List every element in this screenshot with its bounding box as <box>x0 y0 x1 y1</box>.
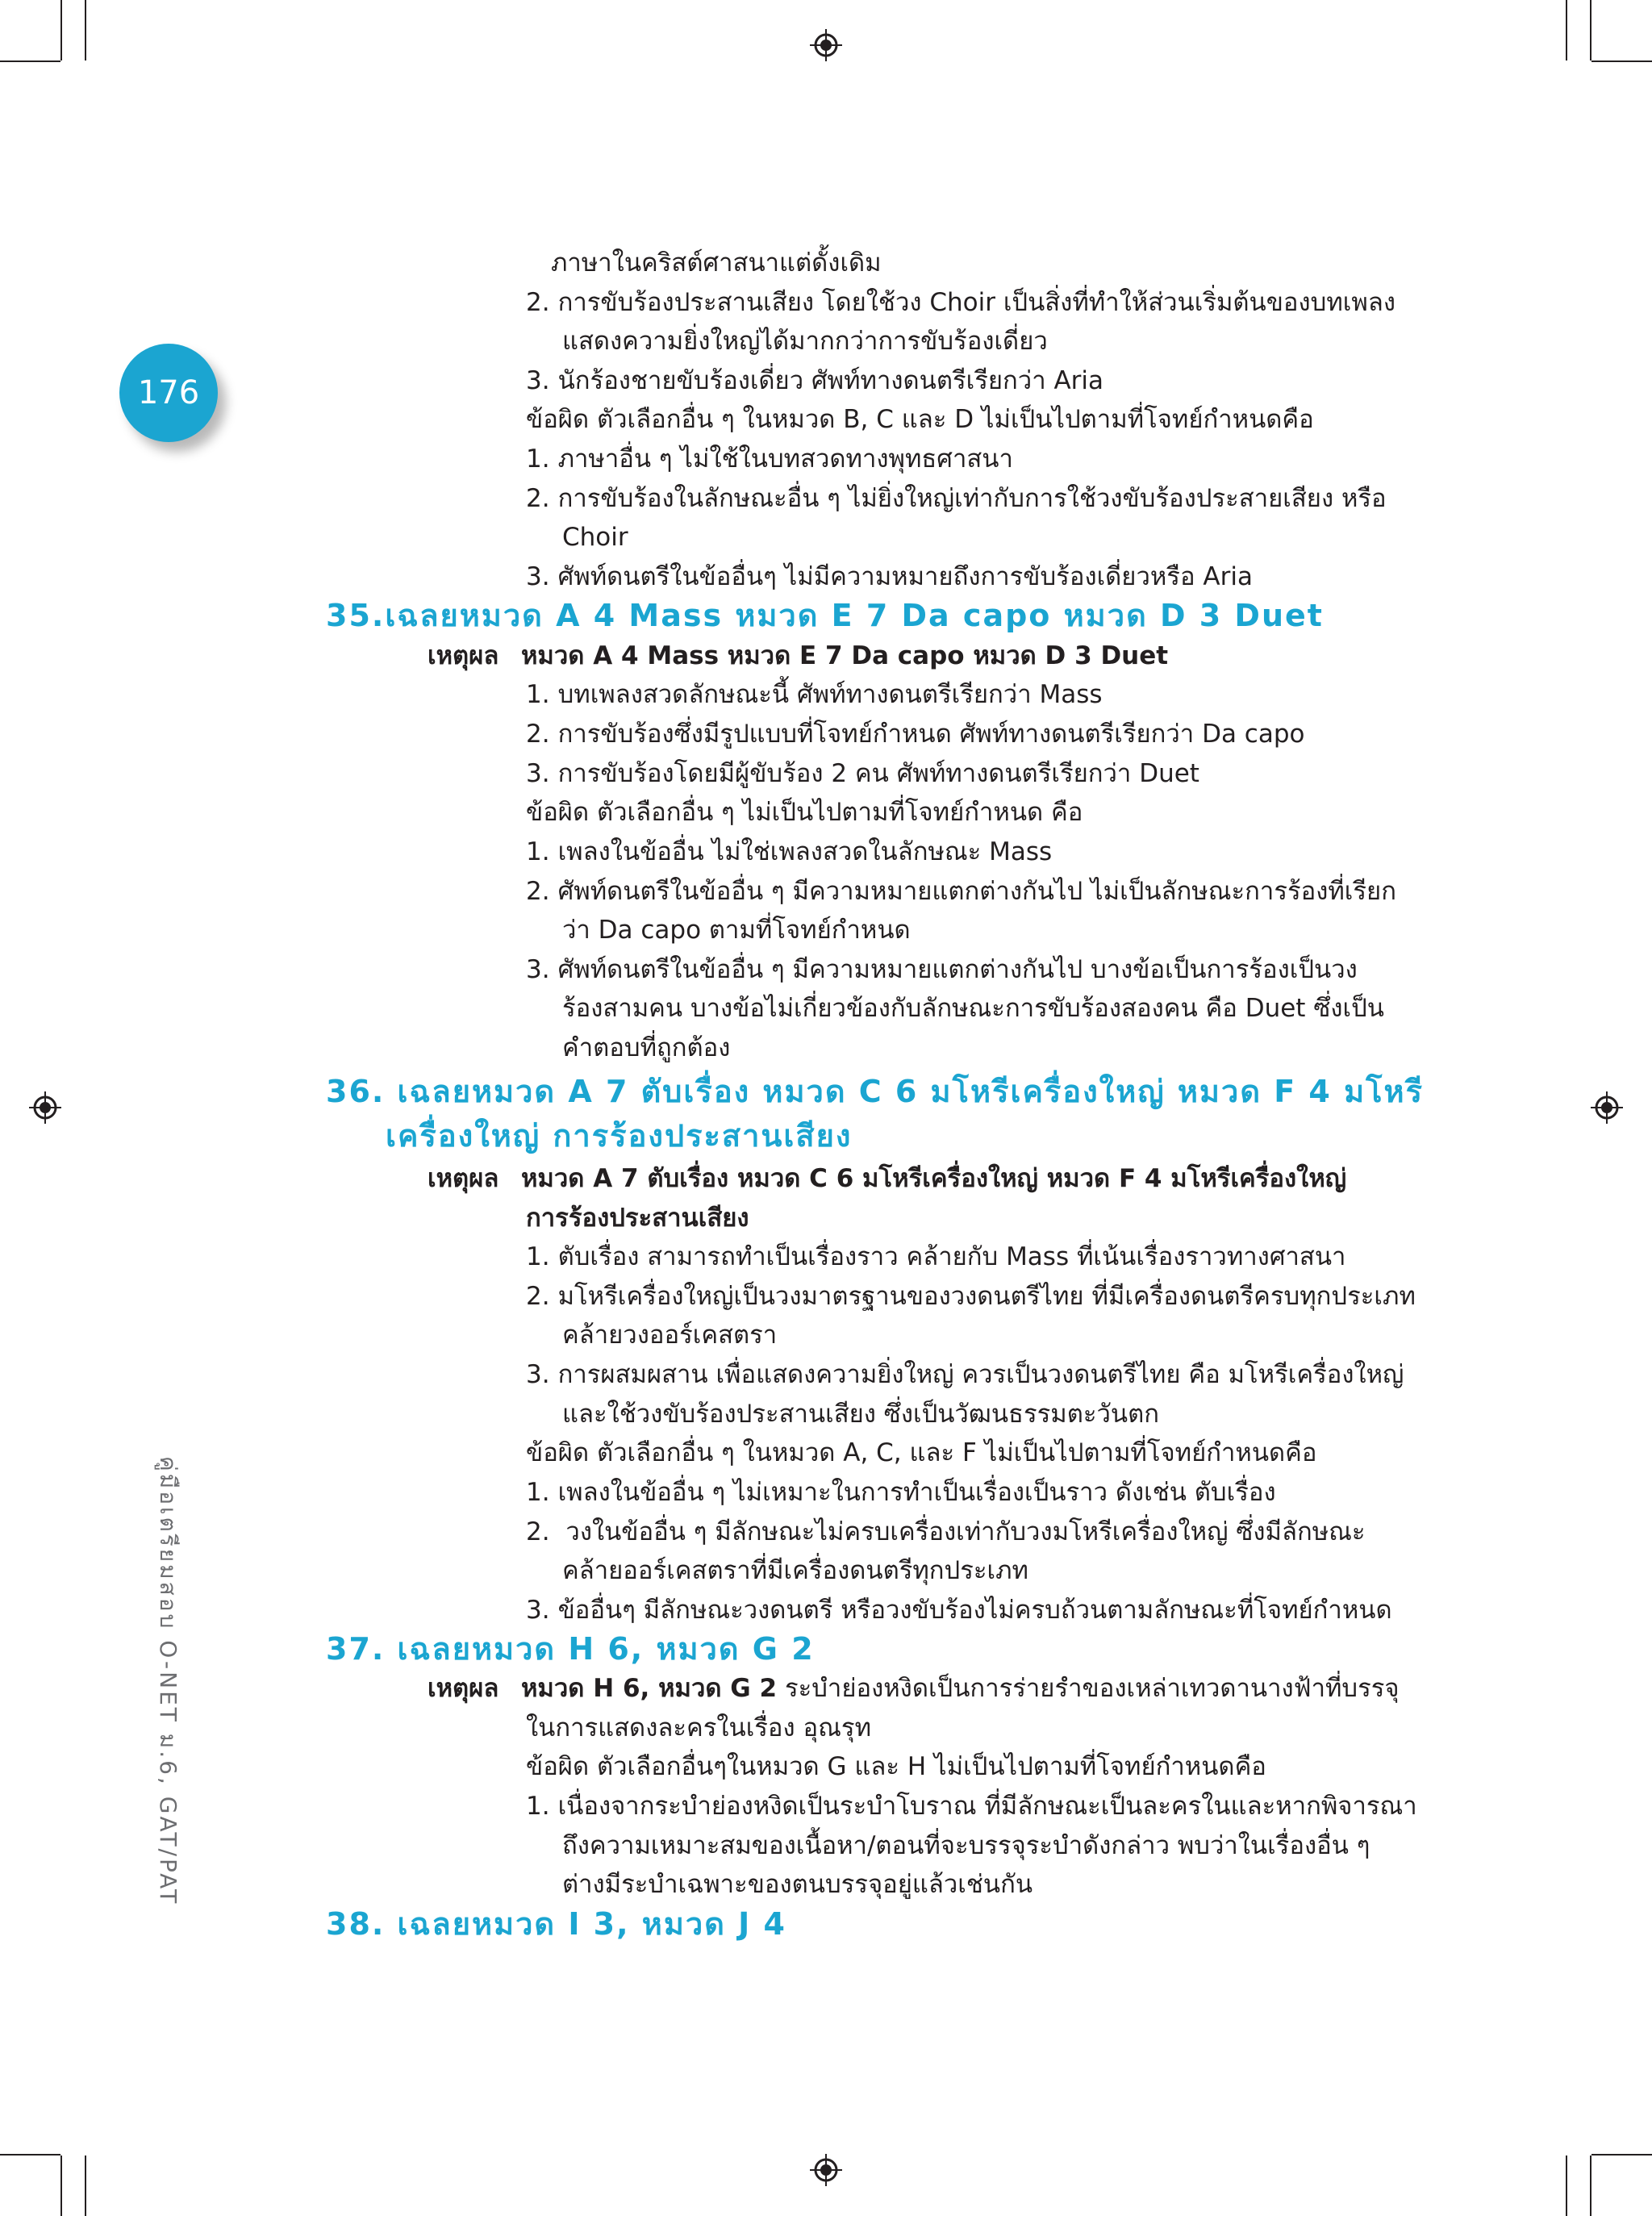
list-item-cont: ร้องสามคน บางข้อไม่เกี่ยวข้องกับลักษณะการขับร้องสองคน คือ Duet ซึ่งเป็น <box>562 994 1384 1023</box>
crop-mark <box>85 2155 86 2216</box>
wrong-intro: ข้อผิด ตัวเลือกอื่น ๆ ในหมวด B, C และ D ไม่เป็นไปตามที่โจทย์กำหนดคือ <box>526 405 1314 434</box>
crop-mark <box>0 61 60 62</box>
crop-mark <box>85 0 86 61</box>
list-item: 1. เพลงในข้ออื่น ๆ ไม่เหมาะในการทำเป็นเรื่องเป็นราว ดังเช่น ตับเรื่อง <box>526 1478 1276 1507</box>
answer-heading-35: 35.เฉลยหมวด A 4 Mass หมวด E 7 Da capo หมวด D 3 Duet <box>326 598 1324 633</box>
list-item: 2. การขับร้องซึ่งมีรูปแบบที่โจทย์กำหนด ศัพท์ทางดนตรีเรียกว่า Da capo <box>526 720 1305 749</box>
reason-line-cont: การร้องประสานเสียง <box>526 1204 749 1233</box>
list-item-cont: ว่า Da capo ตามที่โจทย์กำหนด <box>562 916 911 945</box>
answer-heading-37: 37. เฉลยหมวด H 6, หมวด G 2 <box>326 1631 815 1667</box>
list-item: 1. ตับเรื่อง สามารถทำเป็นเรื่องราว คล้ายกับ Mass ที่เน้นเรื่องราวทางศาสนา <box>526 1242 1346 1271</box>
list-item: 2. ศัพท์ดนตรีในข้ออื่น ๆ มีความหมายแตกต่างกันไป ไม่เป็นลักษณะการร้องที่เรียก <box>526 877 1396 906</box>
list-item: 3. นักร้องชายขับร้องเดี่ยว ศัพท์ทางดนตรีเรียกว่า Aria <box>526 366 1104 395</box>
crop-mark <box>1590 0 1592 61</box>
list-item: 3. ศัพท์ดนตรีในข้ออื่นๆ ไม่มีความหมายถึงการขับร้องเดี่ยวหรือ Aria <box>526 562 1253 591</box>
crop-mark <box>1592 2154 1652 2155</box>
list-item: 2. การขับร้องในลักษณะอื่น ๆ ไม่ยิ่งใหญ่เท่ากับการใช้วงขับร้องประสายเสียง หรือ <box>526 484 1387 513</box>
list-item: 3. ศัพท์ดนตรีในข้ออื่น ๆ มีความหมายแตกต่างกันไป บางข้อเป็นการร้องเป็นวง <box>526 955 1358 984</box>
wrong-intro: ข้อผิด ตัวเลือกอื่น ๆ ในหมวด A, C, และ F ไม่เป็นไปตามที่โจทย์กำหนดคือ <box>526 1438 1317 1467</box>
crop-mark <box>1590 2155 1592 2216</box>
wrong-intro: ข้อผิด ตัวเลือกอื่นๆในหมวด G และ H ไม่เป็นไปตามที่โจทย์กำหนดคือ <box>526 1752 1266 1781</box>
list-item: 1. เนื่องจากระบำย่องหงิดเป็นระบำโบราณ ที่มีลักษณะเป็นละครในและหากพิจารณา <box>526 1792 1417 1821</box>
list-item-cont: ต่างมีระบำเฉพาะของตนบรรจุอยู่แล้วเช่นกัน <box>562 1870 1033 1899</box>
list-item-cont: คำตอบที่ถูกต้อง <box>562 1033 731 1062</box>
list-item-cont: และใช้วงขับร้องประสานเสียง ซึ่งเป็นวัฒนธรรมตะวันตก <box>562 1400 1159 1429</box>
crop-mark <box>60 0 62 61</box>
list-item: 1. ภาษาอื่น ๆ ไม่ใช้ในบทสวดทางพุทธศาสนา <box>526 444 1013 474</box>
list-item: 3. การผสมผสาน เพื่อแสดงความยิ่งใหญ่ ควรเป็นวงดนตรีไทย คือ มโหรีเครื่องใหญ่ <box>526 1360 1404 1389</box>
list-item: 2. การขับร้องประสานเสียง โดยใช้วง Choir เป็นสิ่งที่ทำให้ส่วนเริ่มต้นของบทเพลง <box>526 288 1395 317</box>
page-number-badge: 176 <box>119 344 218 442</box>
continued-line: ภาษาในคริสต์ศาสนาแต่ดั้งเดิม <box>551 248 882 278</box>
side-book-title: คู่มือเตรียมสอบ O-NET ม.6, GAT/PAT <box>155 1456 181 1906</box>
crop-mark <box>1566 2155 1567 2216</box>
registration-mark-icon <box>810 2154 842 2186</box>
reason-line-cont: ในการแสดงละครในเรื่อง อุณรุท <box>526 1713 872 1742</box>
list-item-cont: Choir <box>562 523 628 552</box>
list-item-cont: แสดงความยิ่งใหญ่ได้มากกว่าการขับร้องเดี่ยว <box>562 327 1048 356</box>
reason-line: เหตุผล หมวด A 7 ตับเรื่อง หมวด C 6 มโหรีเครื่องใหญ่ หมวด F 4 มโหรีเครื่องใหญ่ <box>428 1164 1347 1193</box>
list-item-cont: ถึงความเหมาะสมของเนื้อหา/ตอนที่จะบรรจุระบำดังกล่าว พบว่าในเรื่องอื่น ๆ <box>562 1831 1370 1860</box>
list-item-cont: คล้ายออร์เคสตราที่มีเครื่องดนตรีทุกประเภท <box>562 1556 1028 1585</box>
registration-mark-icon <box>810 29 842 61</box>
list-item: 3. การขับร้องโดยมีผู้ขับร้อง 2 คน ศัพท์ทางดนตรีเรียกว่า Duet <box>526 759 1199 788</box>
crop-mark <box>60 2155 62 2216</box>
answer-heading-36: 36. เฉลยหมวด A 7 ตับเรื่อง หมวด C 6 มโหรีเครื่องใหญ่ หมวด F 4 มโหรี <box>326 1074 1424 1109</box>
registration-mark-icon <box>1591 1091 1623 1124</box>
crop-mark <box>1592 61 1652 62</box>
list-item: 1. เพลงในข้ออื่น ไม่ใช่เพลงสวดในลักษณะ Mass <box>526 837 1053 866</box>
list-item: 3. ข้ออื่นๆ มีลักษณะวงดนตรี หรือวงขับร้องไม่ครบถ้วนตามลักษณะที่โจทย์กำหนด <box>526 1596 1392 1625</box>
reason-line: เหตุผล หมวด A 4 Mass หมวด E 7 Da capo หมวด D 3 Duet <box>428 641 1169 670</box>
crop-mark <box>1566 0 1567 61</box>
answer-heading-36-cont: เครื่องใหญ่ การร้องประสานเสียง <box>386 1118 853 1154</box>
crop-mark <box>0 2154 60 2155</box>
wrong-intro: ข้อผิด ตัวเลือกอื่น ๆ ไม่เป็นไปตามที่โจทย์กำหนด คือ <box>526 798 1083 827</box>
reason-line: เหตุผล หมวด H 6, หมวด G 2 ระบำย่องหงิดเป็นการร่ายรำของเหล่าเทวดานางฟ้าที่บรรจุ <box>428 1674 1400 1703</box>
list-item: 1. บทเพลงสวดลักษณะนี้ ศัพท์ทางดนตรีเรียกว่า Mass <box>526 680 1103 709</box>
registration-mark-icon <box>29 1091 61 1124</box>
answer-heading-38: 38. เฉลยหมวด I 3, หมวด J 4 <box>326 1906 786 1942</box>
list-item: 2. วงในข้ออื่น ๆ มีลักษณะไม่ครบเครื่องเท่ากับวงมโหรีเครื่องใหญ่ ซึ่งมีลักษณะ <box>526 1517 1366 1546</box>
list-item: 2. มโหรีเครื่องใหญ่เป็นวงมาตรฐานของวงดนตรีไทย ที่มีเครื่องดนตรีครบทุกประเภท <box>526 1282 1416 1311</box>
list-item-cont: คล้ายวงออร์เคสตรา <box>562 1321 778 1350</box>
